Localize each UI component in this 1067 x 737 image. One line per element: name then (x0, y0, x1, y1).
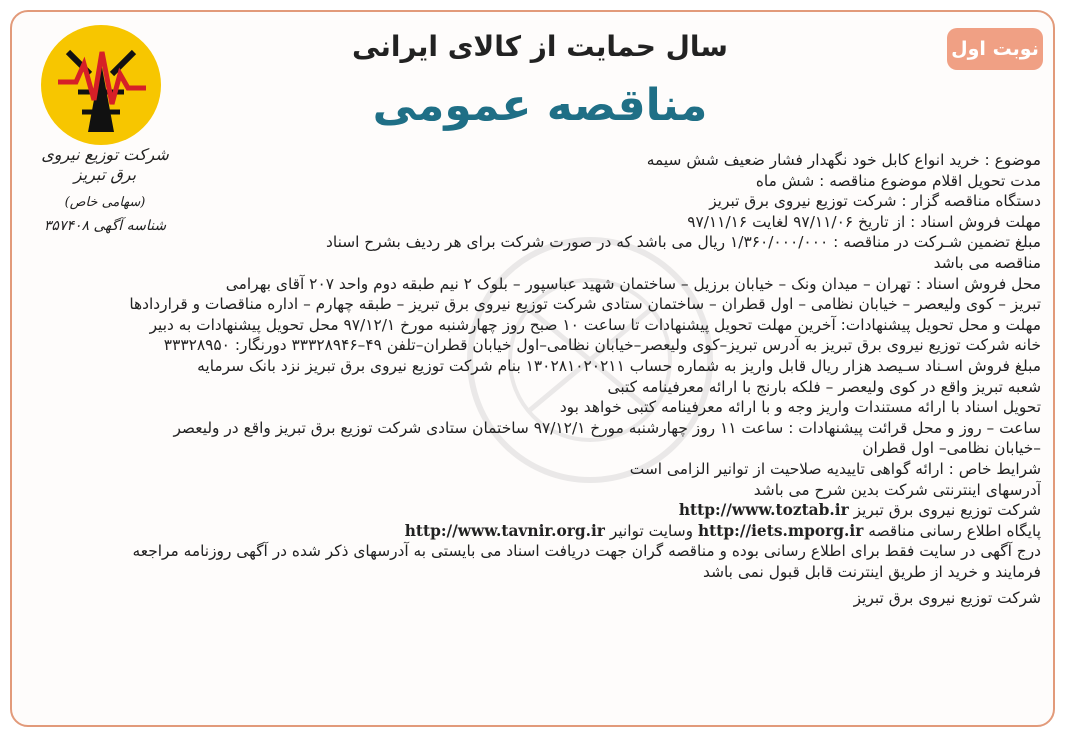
detail-line: مدت تحویل اقلام موضوع مناقصه : شش ماه (755, 171, 1041, 190)
detail-line: شعبه تبریز واقع در کوی ولیعصر – فلکه بارنج با ارائه معرفینامه کتبی (607, 377, 1041, 396)
page-title: مناقصه عمومی (372, 80, 708, 131)
detail-line: مبلغ تضمین شـرکت در مناقصه : ۱/۳۶۰/۰۰۰/۰۰۰ ریال می باشد که در صورت شرکت برای هر ردیف بشرح اسناد (326, 233, 1041, 252)
company-website-label: شرکت توزیع نیروی برق تبریز (853, 501, 1041, 520)
detail-line: محل فروش اسناد : تهران – میدان ونک – خیابان برزیل – ساختمان شهید عباسپور – بلوک ۲ نیم طبقه دوم واحد ۲۰۷ آقای بهرامی (225, 274, 1041, 293)
detail-line: ساعت – روز و محل قرائت پیشنهادات : ساعت ۱۱ روز چهارشنبه مورخ ۹۷/۱۲/۱ ساختمان ستادی شرکت توزیع برق تبریز واقع در ولیعصر (173, 418, 1041, 437)
company-type: (سهامی خاص) (64, 195, 146, 210)
detail-line: مهلت و محل تحویل پیشنهادات: آخرین مهلت تحویل پیشنهادات تا ساعت ۱۰ صبح روز چهارشنبه مورخ ۹۷/۱۲/۱ محل تحویل پیشنهادات به دبیر (149, 315, 1041, 334)
detail-line: آدرسهای اینترنتی شرکت بدین شرح می باشد (753, 480, 1041, 499)
detail-line: خانه شرکت توزیع نیروی برق تبریز به آدرس تبریز–کوی ولیعصر–خیابان نظامی–اول خیابان قطران–تلفن ۴۹–۳۳۳۲۸۹۴۶ دورنگار: ۳۳۳۲۸۹۵۰ (163, 336, 1041, 355)
turn-badge: نوبت اول (947, 28, 1043, 70)
detail-line: مناقصه می باشد (933, 253, 1041, 272)
detail-line: مهلت فروش اسناد : از تاریخ ۹۷/۱۱/۰۶ لغایت ۹۷/۱۱/۱۶ (687, 212, 1041, 231)
ad-id: شناسه آگهی ۳۵۷۴۰۸ (43, 218, 167, 234)
tavanir-website-label: وسایت توانیر (609, 521, 694, 540)
portal-website-label: پایگاه اطلاع رسانی مناقصه (868, 521, 1041, 540)
tavanir-website-link[interactable]: http://www.tavnir.org.ir (404, 521, 605, 540)
portal-website-line (31, 521, 1041, 542)
tender-details (31, 150, 1041, 609)
slogan: سال حمایت از کالای ایرانی (352, 30, 728, 63)
detail-line: دستگاه مناقصه گزار : شرکت توزیع نیروی برق تبریز (709, 192, 1041, 211)
detail-line: –خیابان نظامی– اول قطران (862, 439, 1041, 458)
detail-line: موضوع : خرید انواع کابل خود نگهدار فشار ضعیف شش سیمه (646, 151, 1041, 169)
detail-line: مبلغ فروش اسـناد سـیصد هزار ریال قابل واریز به شماره حساب ۱۳۰۲۸۱۰۲۰۲۱۱ بنام شرکت توزیع نیروی برق تبریز نزد بانک سرمایه (197, 356, 1041, 375)
detail-line: تحویل اسناد با ارائه مستندات واریز وجه و با ارائه معرفینامه کتبی خواهد بود (559, 398, 1041, 417)
company-website-link[interactable]: http://www.toztab.ir (678, 501, 849, 520)
notice-line: درج آگهی در سایت فقط برای اطلاع رسانی بوده و مناقصه گران جهت دریافت اسناد می بایستی به آدرسهای ذکر شده در آگهی روزنامه مراجعه (132, 542, 1041, 561)
portal-website-link[interactable]: http://iets.mporg.ir (697, 521, 864, 540)
signature: شرکت توزیع نیروی برق تبریز (853, 589, 1041, 608)
detail-line: شرایط خاص : ارائه گواهی تاییدیه صلاحیت از توانیر الزامی است (629, 459, 1041, 478)
company-logo-icon (38, 22, 164, 148)
detail-line: تبریز – کوی ولیعصر – خیابان نظامی – اول قطران – ساختمان ستادی شرکت توزیع نیروی برق تبریز – طبقه چهارم – اداره مناقصات و قراردادها (129, 295, 1041, 314)
company-website-line (31, 500, 1041, 521)
company-name: شرکت توزیع نیروی برق تبریز (41, 145, 169, 184)
notice-line: فرمایند و خرید از طریق اینترنت قابل قبول نمی باشد (702, 562, 1041, 581)
